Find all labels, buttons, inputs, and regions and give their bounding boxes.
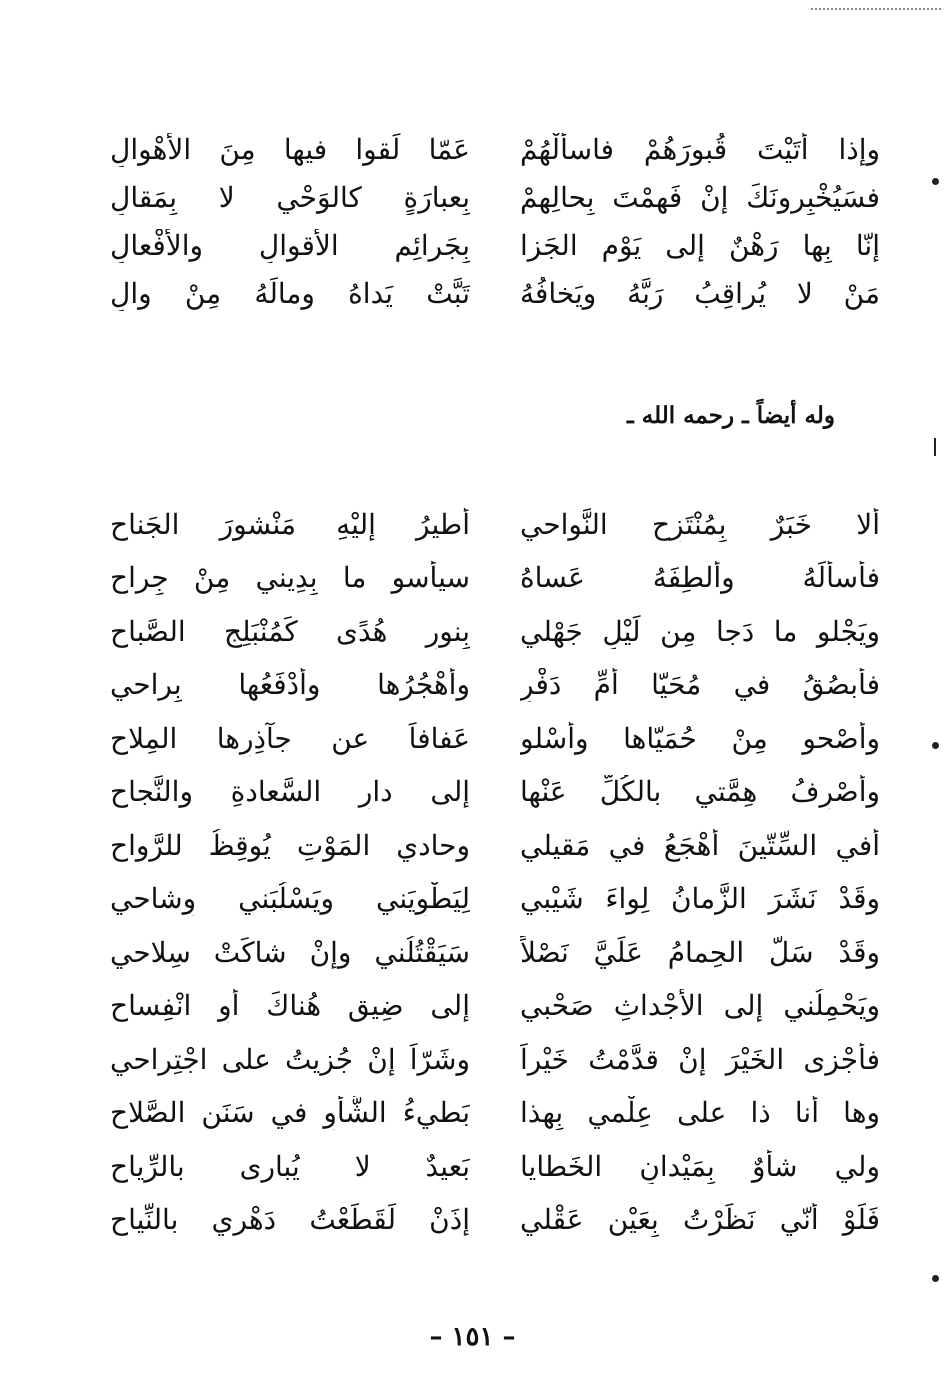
verse-second-hemistich: وحادي المَوْتِ يُوقِظُ للرَّواحِ [110, 828, 470, 862]
verse-second-hemistich: وأهْجُرُها وأدْفَعُها بِراحي [110, 668, 470, 702]
verse-first-hemistich: فسَيُخْبِرونَكَ إنْ فَهِمْتَ بِحالِهِمْ [520, 181, 880, 215]
margin-dot [932, 1275, 939, 1282]
verse-first-hemistich: وإذا أتَيْتَ قُبورَهُمْ فاسألْهُمْ [520, 133, 880, 167]
verse-line [110, 174, 880, 222]
top-dotted-rule [811, 8, 941, 10]
verse-second-hemistich: بَطيءُ الشَّأْوِ في سَنَنِ الصَّلاحِ [110, 1096, 470, 1130]
verse-line [110, 1194, 880, 1248]
verse-second-hemistich: سَيَقْتُلُني وإنْ شاكَتْ سِلاحي [110, 935, 470, 969]
verse-second-hemistich: عَمّا لَقوا فيها مِنَ الأهْوالِ [110, 133, 470, 167]
verse-line [110, 926, 880, 980]
verse-line [110, 819, 880, 873]
verse-first-hemistich: إنّا بِها رَهْنٌ إلى يَوْمِ الجَزا [520, 229, 880, 263]
verse-first-hemistich: ويَجْلو ما دَجا مِن لَيْلِ جَهْلي [520, 614, 880, 648]
verse-second-hemistich: لِيَطْوِيَني ويَسْلُبَني وِشاحي [110, 882, 470, 916]
verse-second-hemistich: تَبَّتْ يَداهُ ومالَهُ مِنْ والِ [110, 277, 470, 311]
verse-second-hemistich: سيأسو ما بِدِيني مِنْ جِراحِ [110, 561, 470, 595]
verse-line [110, 712, 880, 766]
margin-dot [932, 178, 939, 185]
verse-line [110, 1140, 880, 1194]
verse-line [110, 980, 880, 1034]
verse-first-hemistich: فَلَوْ أنّي نَظَرْتُ بِعَيْنِ عَقْلي [520, 1203, 880, 1237]
verse-second-hemistich: عَفافاً عن جآذِرِها المِلاحِ [110, 721, 470, 755]
verse-second-hemistich: إلى ضِيقٍ هُناكَ أوِ انْفِساحِ [110, 989, 470, 1023]
verse-second-hemistich: بِعبارَةٍ كالوَحْيِ لا بِمَقالِ [110, 181, 470, 215]
verse-line [110, 1033, 880, 1087]
page-number: – ١٥١ – [429, 1322, 516, 1352]
poem-first [110, 126, 880, 318]
verse-first-hemistich: وأصْحو مِنْ حُمَيّاها وأسْلو [520, 721, 880, 755]
verse-first-hemistich: فأسألَهُ وأُلطِفَهُ عَساهُ [520, 561, 880, 595]
verse-first-hemistich: وأصْرِفُ هِمَّتي بالكُلِّ عَنْها [520, 775, 880, 809]
verse-line [110, 126, 880, 174]
section-heading: وله أيضاً ـ رحمه الله ـ [627, 402, 835, 429]
verse-first-hemistich: وها أنا ذا على عِلْمي بِهذا [520, 1096, 880, 1130]
verse-second-hemistich: بَعيدٌ لا يُبارى بالرِّياحِ [110, 1149, 470, 1183]
verse-second-hemistich: بِنورِ هُدًى كَمُنْبَلِجِ الصَّباحِ [110, 614, 470, 648]
verse-second-hemistich: إذَنْ لَقَطَعْتُ دَهْري بالنِّياحِ [110, 1203, 470, 1237]
verse-line [110, 222, 880, 270]
poem-second [110, 498, 880, 1247]
margin-dot [932, 742, 939, 749]
verse-first-hemistich: وقَدْ سَلَّ الحِمامُ عَلَيَّ نَصْلاً [520, 935, 880, 969]
verse-first-hemistich: ألا خَبَرٌ بِمُنْتَزِحِ النَّواحي [520, 507, 880, 541]
verse-line [110, 270, 880, 318]
verse-second-hemistich: إلى دارِ السَّعادةِ والنَّجاحِ [110, 775, 470, 809]
verse-second-hemistich: وشَرّاً إنْ جُزيتُ على اجْتِراحي [110, 1042, 470, 1076]
verse-line [110, 498, 880, 552]
margin-tick [934, 438, 936, 456]
verse-line [110, 605, 880, 659]
verse-first-hemistich: مَنْ لا يُراقِبُ رَبَّهُ ويَخافُهُ [520, 277, 880, 311]
verse-line [110, 659, 880, 713]
verse-second-hemistich: أطيرُ إليْهِ مَنْشورَ الجَناحِ [110, 507, 470, 541]
verse-first-hemistich: ولي شأْوٌ بِمَيْدانِ الخَطايا [520, 1149, 880, 1183]
verse-line [110, 766, 880, 820]
verse-line [110, 1087, 880, 1141]
verse-line [110, 552, 880, 606]
verse-line [110, 873, 880, 927]
verse-second-hemistich: بِجَرائِمِ الأقوالِ والأفْعالِ [110, 229, 470, 263]
verse-first-hemistich: أفي السِّتّينَ أهْجَعُ في مَقيلي [520, 828, 880, 862]
verse-first-hemistich: فأبصُقُ في مُحَيّا أُمِّ دَفْرٍ [520, 668, 880, 702]
verse-first-hemistich: فأُجْزى الخَيْرَ إنْ قدَّمْتُ خَيْراً [520, 1042, 880, 1076]
verse-first-hemistich: وقَدْ نَشَرَ الزَّمانُ لِواءَ شَيْبي [520, 882, 880, 916]
verse-first-hemistich: ويَحْمِلُني إلى الأجْداثِ صَحْبي [520, 989, 880, 1023]
